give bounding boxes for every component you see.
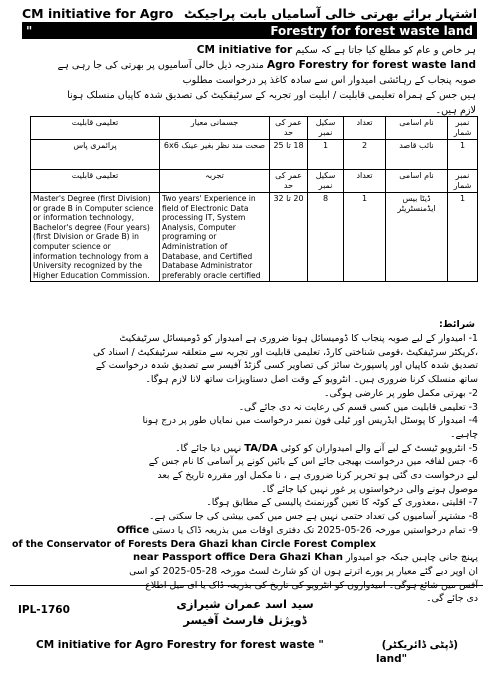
condition-line: دی جائے گی۔: [426, 593, 478, 605]
condition-text: پہنچ جانی چاہیں جبکہ جو امیدوار: [345, 552, 478, 564]
header-title: [22, 4, 477, 22]
divider: [10, 585, 483, 586]
table-row: [31, 140, 478, 170]
header-subtitle-quote: ": [26, 23, 33, 38]
table-cell: 1: [448, 193, 478, 282]
vacancies-table: [30, 116, 478, 282]
header-subtitle-en: Forestry for forest waste land: [270, 23, 473, 38]
intro-line: لازم ہیں۔: [435, 105, 476, 116]
table-header: تعلیمی قابلیت: [31, 170, 160, 193]
table-header: سکیل نمبر: [308, 117, 344, 140]
condition-line: 2- بھرتی مکمل طور پر عارضی ہوگی۔: [324, 387, 478, 399]
intro-line: ہر خاص و عام کو مطلع کیا جاتا ہے کہ سکیم: [295, 45, 476, 56]
condition-line: چاہیے۔: [450, 428, 478, 440]
header-subtitle-bar: [22, 22, 477, 39]
table-cell: نائب قاصد: [386, 140, 448, 170]
condition-line: 7- اقلیتی ،معذوری کے کوٹہ کا تعین گورنمنٹ پالیسی کے مطابق ہوگا۔: [206, 497, 478, 509]
table-cell: پرائمری پاس: [31, 140, 160, 170]
table-cell: صحت مند نظر بغیر عینک 6x6: [160, 140, 270, 170]
intro-scheme-name-2: Agro Forestry for forest waste land: [266, 59, 476, 71]
condition-text: نہیں دیا جائے گا۔: [175, 442, 242, 454]
condition-line: ساتھ منسلک کرنا ضروری ہیں۔ انٹرویو کے وقت اصل دستاویزات ساتھ لانا لازم ہوگا۔: [145, 374, 478, 386]
table-cell: 18 تا 25: [270, 140, 308, 170]
intro-paragraph: [24, 43, 476, 118]
table-cell: 1: [308, 140, 344, 170]
table-header: نام اسامی: [386, 117, 448, 140]
ta-da-text: TA/DA: [244, 442, 278, 454]
office-text: Office: [116, 524, 150, 536]
table-row: [31, 193, 478, 282]
condition-text: 9- تمام درخواستیں مورخہ 26-05-2025 تک دفتری اوقات میں بذریعہ ڈاک یا دستی: [152, 524, 478, 536]
officer-title: ڈویژنل فارسٹ آفیسر: [183, 613, 307, 627]
intro-scheme-name: CM initiative for: [196, 44, 293, 56]
table-header: نمبر شمار: [448, 117, 478, 140]
office-address: of the Conservator of Forests Dera Ghazi khan Circle Forest Complex: [12, 538, 376, 550]
footer-project: [36, 638, 476, 666]
condition-line: 1- امیدوار کے لیے صوبہ پنجاب کا ڈومیسائل ہونا ضروری ہے امیدوار کو ڈومیسائل سرٹیفکیٹ: [119, 333, 478, 344]
project-name: CM initiative for Agro Forestry for forest waste: [36, 639, 315, 651]
experience-cell: Two years' Experience in field of Electronic Data processing IT, System Analysis, Computer programing or Administration of Database, and Certified Database Administrator preferably oracle certified: [160, 193, 270, 282]
intro-line: مندرجہ ذیل خالی آسامیوں پر بھرتی کی جا رہی ہے: [57, 60, 264, 71]
condition-line: 6- جس لفافہ میں درخواست بھیجی جائے اس کے بائیں کونے پر آسامی کا نام جس کے: [148, 456, 478, 468]
condition-line: ان اوپر دیے گئے معیار پر پورے اترتے ہوں ان کو شارٹ لسٹ مورخہ 28-05-2025 کو اسی: [129, 565, 478, 577]
table-cell: 1: [344, 193, 386, 282]
table-cell: 8: [308, 193, 344, 282]
table-cell: ڈیٹا بیس ایڈمنسٹریٹر: [386, 193, 448, 282]
condition-line: لیے درخواست دی گئی ہو تحریر کرنا ضروری ہے ، نا مکمل اور مقررہ تاریخ کے بعد: [157, 470, 478, 482]
table-header: تعلیمی قابلیت: [31, 117, 160, 140]
table-header: تجربہ: [160, 170, 270, 193]
table-header: سکیل نمبر: [308, 170, 344, 193]
table-header: عمر کی حد: [270, 170, 308, 193]
condition-line: 4- امیدوار کا پوسٹل ایڈریس اور ٹیلی فون نمبر درخواست میں نمایاں طور پر درج ہونا: [142, 415, 478, 427]
condition-line: ،کریکٹر سرٹیفکیٹ ،قومی شناختی کارڈ، تعلیمی قابلیت اور تجربہ سے متعلقہ سرٹیفکیٹ / اسناد کی: [92, 346, 478, 358]
table-header-row: [31, 117, 478, 140]
intro-line: صوبہ پنجاب کے رہائشی امیدوار اس سے سادہ کاغذ پر درخواست مطلوب: [182, 75, 476, 86]
header-title-en: CM initiative for Agro: [22, 5, 174, 21]
table-cell: 1: [448, 140, 478, 170]
office-address-2: near Passport office Dera Ghazi Khan: [132, 552, 343, 564]
officer-name: سید اسد عمران شیرازی: [176, 597, 314, 611]
table-header: نام اسامی: [386, 170, 448, 193]
officer-subtitle: (ڈپٹی ڈائریکٹر): [381, 639, 458, 651]
condition-line: [12, 551, 478, 565]
signature-block: [150, 596, 340, 628]
table-header: جسمانی معیار: [160, 117, 270, 140]
condition-line: [12, 524, 478, 538]
condition-text: 5- انٹرویو ٹیسٹ کے لیے آنے والے امیدواران کو کوئی: [280, 442, 478, 454]
table-header: عمر کی حد: [270, 117, 308, 140]
project-name-2: land": [376, 653, 408, 665]
conditions-heading: شرائط:: [438, 319, 475, 330]
condition-line: موصول ہونے والی درخواستوں پر غور نہیں کیا جائے گا۔: [261, 483, 478, 495]
condition-line: 3- تعلیمی قابلیت میں کسی قسم کی رعایت نہ دی جائے گی۔: [238, 401, 478, 413]
condition-line: آفس میں شائع ہوگی۔ امیدواروں کو انٹرویو کی تاریخ کی بذریعہ ڈاک یا ای میل اطلاع: [145, 579, 478, 591]
ipl-number: IPL-1760: [18, 604, 70, 616]
table-header-row: [31, 170, 478, 193]
table-header: تعداد: [344, 117, 386, 140]
condition-line: [12, 538, 478, 552]
table-header: نمبر شمار: [448, 170, 478, 193]
condition-line: 8- مشتہر آسامیوں کی تعداد حتمی نہیں ہے جس میں کمی بیشی کی جا سکتی ہے۔: [149, 511, 478, 523]
table-cell: 2: [344, 140, 386, 170]
condition-line: تصدیق شدہ کاپیاں اور پاسپورٹ سائز کی تصاویر کسی گزٹڈ آفیسر سے تصدیق شدہ درخواست کے: [95, 360, 478, 372]
intro-line: ہیں جس کے ہمراہ تعلیمی قابلیت / ابلیت اور تجربہ کے سرٹیفکیٹ کی تصدیق شدہ کاپیاں منسلک ہونا: [67, 90, 476, 101]
table-header: تعداد: [344, 170, 386, 193]
table-cell: 20 تا 32: [270, 193, 308, 282]
qualification-cell: Master's Degree (first Division) or grade B in Computer science or information technology, Bachelor's degree (Four years) (first Division or Grade B) in computer science or information technology from a University recognized by the Higher Education Commission.: [31, 193, 160, 282]
quote-mark: ": [318, 639, 324, 651]
condition-line: [12, 442, 478, 456]
header-title-ur: اشتہار برائے بھرتی خالی آسامیاں بابت پراجیکٹ: [183, 5, 477, 21]
conditions-list: [12, 332, 478, 606]
